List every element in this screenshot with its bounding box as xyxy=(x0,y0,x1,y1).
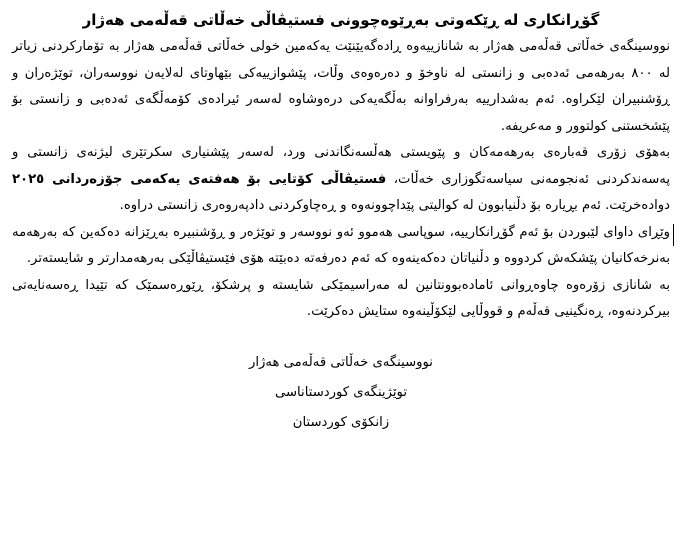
signature-block xyxy=(12,348,670,438)
paragraph-postponement-text-start: بەهۆی زۆری قەبارەی بەرهەمەکان و پێویستی هەڵسەنگاندنی ورد، لەسەر پێشنیاری سکرتێری لیژنەی زانستی و پەسەندکردنی ئەنجومەنی سیاسەتگوزاری خەڵات، xyxy=(12,145,670,187)
paragraph-postponement-text-end: دوادەخرێت. ئەم بڕیارە بۆ دڵنیابوون لە کوالیتی پێداچوونەوە و ڕەچاوکردنی دادپەروەری زانستی دراوە. xyxy=(119,198,670,213)
signature-university: زانکۆی کوردستان xyxy=(292,414,390,430)
festival-date-highlight: فستیڤاڵی کۆتایی بۆ هەفتەی یەکەمی جۆزەردانی ٢٠٢٥ xyxy=(12,171,387,187)
paragraph-invitation: بە شانازی زۆرەوە چاوەڕوانی ئامادەبوونتانین لە مەراسیمێکی شایستە و پرشکۆ، ڕێوڕەسمێک کە تێیدا ڕەسەنایەتی بیرکردنەوە، ڕەنگینیی قەڵەم و قووڵایی لێکۆڵینەوە ستایش دەکرێت. xyxy=(12,277,670,319)
signature-institute: توێژینگەی کوردستاناسی xyxy=(274,384,408,400)
text-cursor xyxy=(673,224,674,246)
document-title: گۆڕانکاری لە ڕێکەوتی بەڕێوەچوونی فستیڤاڵی خەڵاتی قەڵەمی هەژار xyxy=(82,11,600,29)
paragraph-announcement: نووسینگەی خەڵاتی قەڵەمی هەژار بە شانازییەوە ڕادەگەیێنێت یەکەمین خولی خەڵاتی قەڵەمی هەژار بە تۆمارکردنی زیاتر لە ٨٠٠ بەرهەمی ئەدەبی و زانستی لە ناوخۆ و دەرەوەی وڵات، پێشوازییەکی بێهاوتای لەلایەن نووسەران، توێژەران و ڕۆشنبیران لێکراوە. ئەم بەشدارییە بەرفراوانە بەڵگەیەکی درەوشاوە لەسەر ئیرادەی کۆمەڵگەی ئەدەبی و زانستی بۆ پێشخستنی کولتوور و مەعریفە. xyxy=(12,39,670,134)
paragraph-apology[interactable] xyxy=(12,220,670,273)
paragraph-postponement xyxy=(12,140,670,220)
paragraph-apology-text: وێڕای داوای لێبوردن بۆ ئەم گۆڕانکارییە، سوپاسی هەموو ئەو نووسەر و توێژەر و ڕۆشنبیرە بەڕێزانە دەکەین کە بەرهەمە بەنرخەکانیان پێشکەش کردووە و دڵنیاتان دەکەینەوە کە ئەم دەرفەتە دەبێتە هۆی فێستیڤاڵێکی بەرهەمدارتر و شایستەتر. xyxy=(12,224,670,266)
signature-office: نووسینگەی خەڵاتی قەڵەمی هەژار xyxy=(249,354,433,370)
